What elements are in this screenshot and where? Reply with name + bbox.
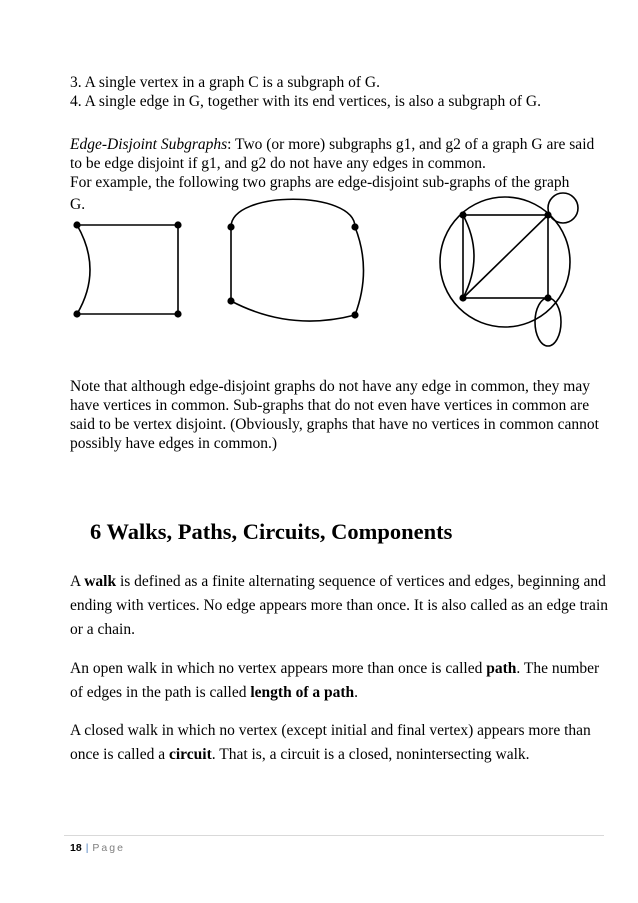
graph-vertex: [227, 223, 234, 230]
note-block: [70, 377, 610, 453]
note-paragraph: Note that although edge-disjoint graphs do not have any edge in common, they may have vertices in common. Sub-graphs that do not even have vertices in common are said to be vertex disjoint. (Obviously, graphs that have no vertices in common cannot possibly have edges in common.): [70, 378, 599, 452]
graph-vertex: [73, 221, 80, 228]
example-line-2: G.: [70, 196, 86, 213]
graph-vertex: [459, 211, 466, 218]
footer-divider: [64, 835, 604, 836]
subgraph-1-curved-edge: [77, 225, 90, 314]
graph-vertex: [174, 310, 181, 317]
section-heading: 6 Walks, Paths, Circuits, Components: [90, 519, 453, 544]
graph-vertex: [351, 311, 358, 318]
subgraph-1: [77, 225, 178, 314]
intro-line-4: 4. A single edge in G, together with its end vertices, is also a subgraph of G.: [70, 93, 541, 110]
walk-pre: A: [70, 573, 85, 590]
path-definition: [70, 657, 610, 705]
circuit-post: . That is, a circuit is a closed, nonintersecting walk.: [211, 746, 530, 763]
subgraph-2: [231, 199, 364, 321]
graph-vertex: [351, 223, 358, 230]
graph-g-diagonal: [463, 215, 548, 298]
path-length-term: length of a path: [250, 684, 355, 701]
graph-vertex: [227, 297, 234, 304]
graph-vertex: [459, 294, 466, 301]
path-mid: . The number of edges in the path is called: [70, 660, 600, 701]
walk-definition: [70, 570, 610, 642]
path-block: [70, 657, 610, 705]
intro-line-3: 3. A single vertex in a graph C is a subgraph of G.: [70, 74, 380, 91]
circuit-block: [70, 719, 610, 767]
graph-vertex: [544, 211, 551, 218]
path-term: path: [486, 660, 517, 677]
walk-post: is defined as a finite alternating sequence of vertices and edges, beginning and ending with vertices. No edge appears more than once. It is also called as an edge train or a chain.: [70, 573, 608, 638]
graph-g-bottom-loop: [535, 298, 561, 346]
page-number: 18: [70, 842, 82, 854]
graph-vertex: [174, 221, 181, 228]
edge-disjoint-term: Edge-Disjoint Subgraphs: [70, 136, 228, 153]
graph-vertex: [73, 310, 80, 317]
subgraph-2-bottom-arc: [231, 301, 355, 321]
subgraph-2-right-arc: [355, 227, 364, 315]
circuit-term: circuit: [168, 746, 212, 763]
graph-vertex: [544, 294, 551, 301]
page-footer: [70, 842, 125, 854]
graph-g-top-loop: [548, 193, 578, 223]
path-post: .: [354, 684, 359, 701]
subgraph-2-top-arc: [231, 199, 355, 227]
page-label: Page: [92, 842, 125, 854]
graph-g-inner-arc: [463, 215, 474, 298]
example-line-1: For example, the following two graphs are edge-disjoint sub-graphs of the graph: [70, 174, 570, 191]
circuit-definition: [70, 719, 610, 767]
circuit-pre: A closed walk in which no vertex (except initial and final vertex) appears more than once is called a: [70, 722, 591, 763]
path-pre: An open walk in which no vertex appears more than once is called: [70, 660, 487, 677]
footer-separator: |: [85, 842, 89, 854]
walk-term: walk: [84, 573, 117, 590]
edge-disjoint-definition-text: : Two (or more) subgraphs g1, and g2 of a graph G are said to be edge disjoint if g1, and g2 do not have any edges in common.: [70, 136, 595, 172]
walk-block: [70, 570, 610, 642]
